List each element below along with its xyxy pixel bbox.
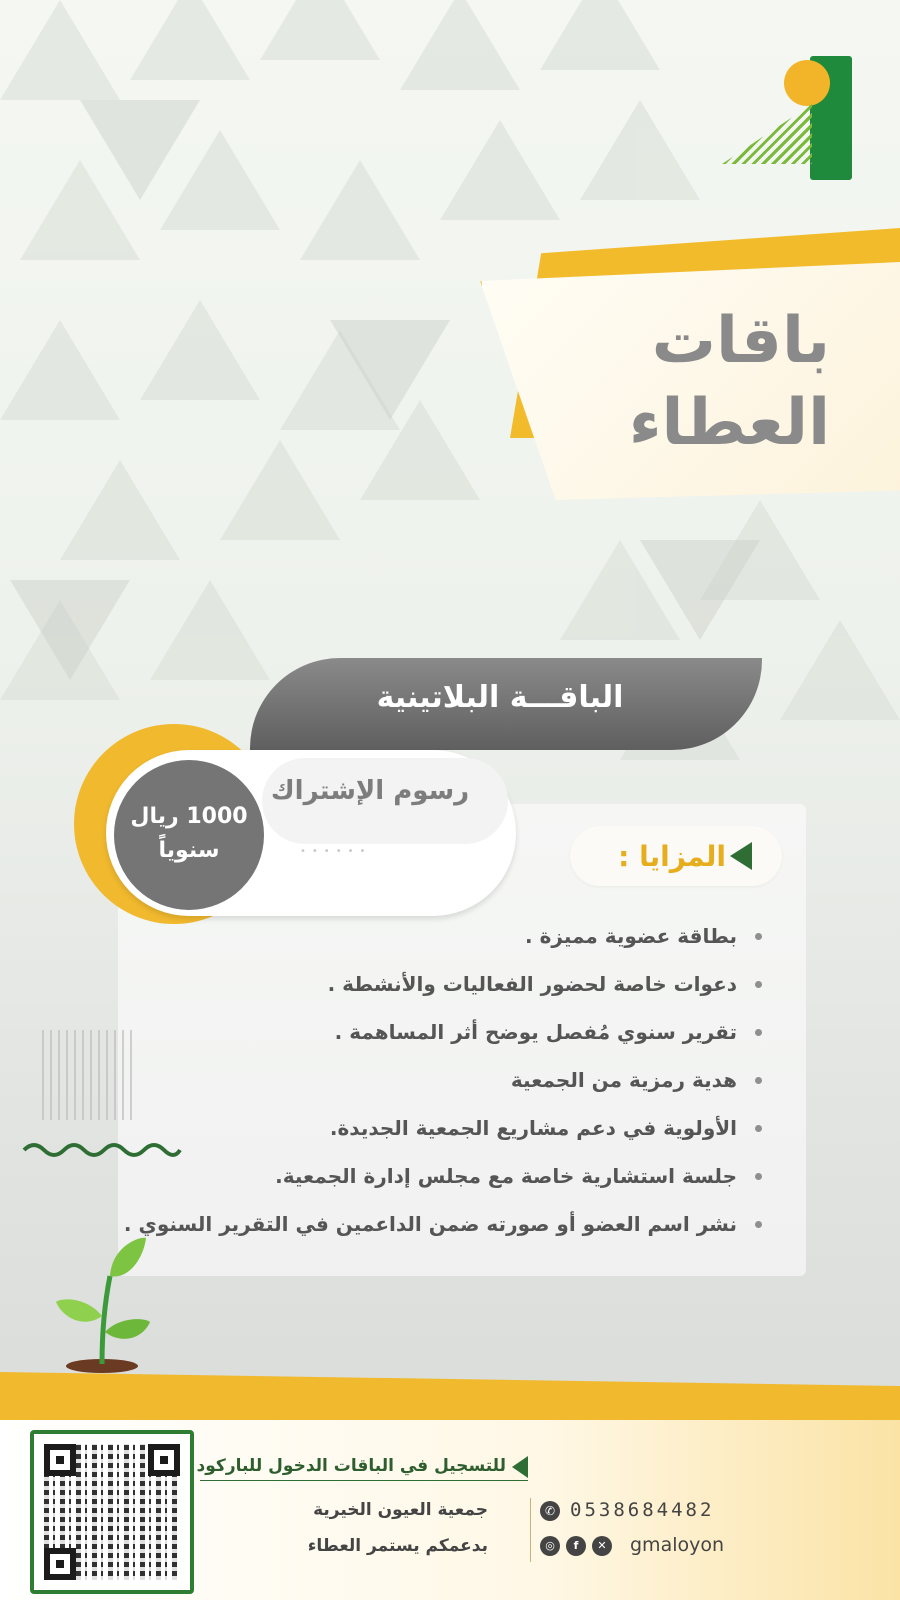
feature-item (122, 1152, 762, 1200)
feature-text: نشر اسم العضو أو صورته ضمن الداعمين في التقرير السنوي . (123, 1212, 737, 1236)
fee-dots: •••••• (300, 846, 372, 857)
org-logo (702, 56, 852, 180)
feature-item (122, 912, 762, 960)
org-name: جمعية العيون الخيرية (313, 1500, 488, 1520)
decorative-wave (22, 1138, 182, 1162)
register-instruction: للتسجيل في الباقات الدخول للباركود (196, 1456, 506, 1476)
feature-item (122, 1104, 762, 1152)
decorative-lines (42, 1030, 134, 1120)
logo-rays (722, 104, 812, 164)
qr-finder (44, 1548, 76, 1580)
arrow-left-icon (730, 842, 752, 870)
phone-number[interactable]: 0538684482 (570, 1499, 715, 1521)
banner-line-2: العطاء (628, 386, 830, 460)
feature-text: دعوات خاصة لحضور الفعاليات والأنشطة . (327, 972, 737, 996)
feature-text: جلسة استشارية خاصة مع مجلس إدارة الجمعية. (275, 1164, 737, 1188)
feature-item (122, 1200, 762, 1248)
banner-title (510, 300, 830, 464)
bullet-icon (755, 981, 762, 988)
qr-finder (148, 1444, 180, 1476)
fee-label: رسوم الإشتراك (270, 776, 470, 806)
banner-line-1: باقات (651, 304, 830, 378)
facebook-icon[interactable]: f (566, 1536, 586, 1556)
feature-text: هدية رمزية من الجمعية (510, 1068, 737, 1092)
bullet-icon (755, 1077, 762, 1084)
slogan: بدعمكم يستمر العطاء (307, 1536, 488, 1556)
arrow-left-icon (512, 1456, 528, 1478)
qr-code[interactable] (30, 1430, 194, 1594)
logo-sun-icon (784, 60, 830, 106)
divider (200, 1480, 528, 1481)
x-icon[interactable]: ✕ (592, 1536, 612, 1556)
social-handle[interactable]: gmaloyon (630, 1534, 725, 1556)
price-amount: 1000 ريال (130, 804, 248, 829)
feature-text: الأولوية في دعم مشاريع الجمعية الجديدة. (329, 1116, 737, 1140)
bullet-icon (755, 1173, 762, 1180)
feature-item (122, 1008, 762, 1056)
feature-text: بطاقة عضوية مميزة . (525, 924, 737, 948)
features-label: المزايا : (618, 840, 726, 873)
feature-item (122, 1056, 762, 1104)
instagram-icon[interactable]: ◎ (540, 1536, 560, 1556)
bullet-icon (755, 1029, 762, 1036)
bullet-icon (755, 1125, 762, 1132)
bullet-icon (755, 933, 762, 940)
features-list (122, 912, 762, 1248)
plant-icon (50, 1236, 170, 1376)
bullet-icon (755, 1221, 762, 1228)
feature-item (122, 960, 762, 1008)
feature-text: تقرير سنوي مُفصل يوضح أثر المساهمة . (334, 1020, 737, 1044)
qr-finder (44, 1444, 76, 1476)
package-title: الباقـــة البلاتينية (376, 680, 624, 715)
price-circle (114, 760, 264, 910)
price-period: سنوياً (158, 838, 220, 863)
divider-vertical (530, 1498, 531, 1562)
whatsapp-icon[interactable]: ✆ (540, 1501, 560, 1521)
